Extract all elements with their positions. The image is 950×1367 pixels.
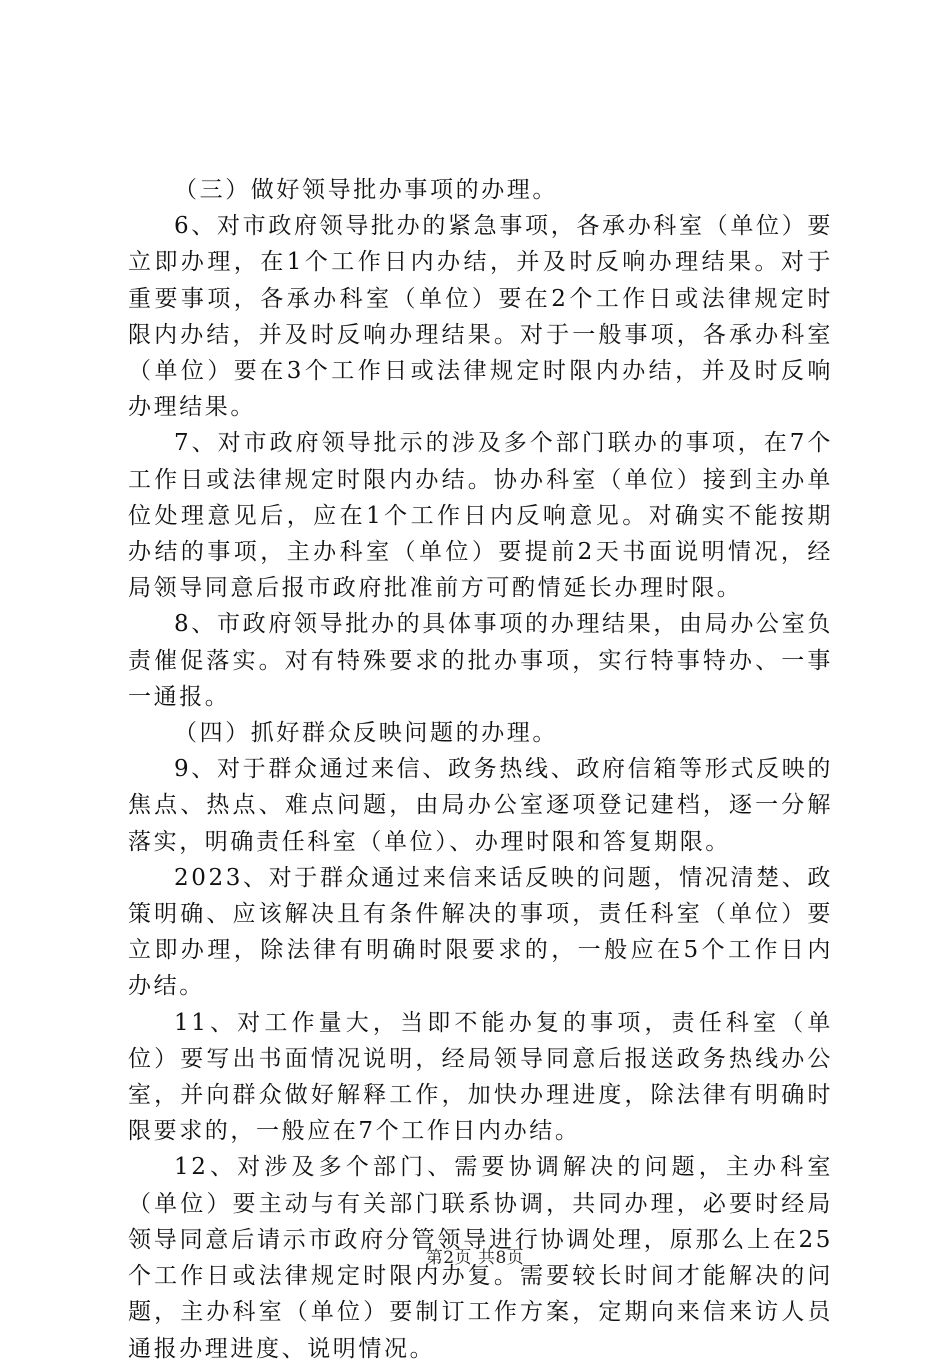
- paragraph-item-7: 7、对市政府领导批示的涉及多个部门联办的事项，在7个工作日或法律规定时限内办结。协办科室（单位）接到主办单位处理意见后，应在1个工作日内反响意见。对确实不能按期办结的事项，主办科室（单位）要提前2天书面说明情况，经局领导同意后报市政府批准前方可酌情延长办理时限。: [128, 430, 833, 602]
- paragraph-item-12: 12、对涉及多个部门、需要协调解决的问题，主办科室（单位）要主动与有关部门联系协调，共同办理，必要时经局领导同意后请示市政府分管领导进行协调处理，原那么上在25个工作日或法律规定时限内办复。需要较长时间才能解决的问题，主办科室（单位）要制订工作方案，定期向来信来访人员通报办理进度、说明情况。: [128, 1154, 833, 1362]
- paragraph-item-8: 8、市政府领导批办的具体事项的办理结果，由局办公室负责催促落实。对有特殊要求的批办事项，实行特事特办、一事一通报。: [128, 611, 833, 710]
- document-body: [128, 172, 833, 1367]
- section-heading-4: （四）抓好群众反映问题的办理。: [174, 720, 558, 747]
- paragraph-item-6: 6、对市政府领导批办的紧急事项，各承办科室（单位）要立即办理，在1个工作日内办结，并及时反响办理结果。对于重要事项，各承办科室（单位）要在2个工作日或法律规定时限内办结，并及时反响办理结果。对于一般事项，各承办科室（单位）要在3个工作日或法律规定时限内办结，并及时反响办理结果。: [128, 213, 833, 421]
- section-heading-3: （三）做好领导批办事项的办理。: [174, 177, 558, 203]
- paragraph-item-9: 9、对于群众通过来信、政务热线、政府信箱等形式反映的焦点、热点、难点问题，由局办公室逐项登记建档，逐一分解落实，明确责任科室（单位）、办理时限和答复期限。: [128, 756, 833, 855]
- paragraph-item-11: 11、对工作量大，当即不能办复的事项，责任科室（单位）要写出书面情况说明，经局领导同意后报送政务热线办公室，并向群众做好解释工作，加快办理进度，除法律有明确时限要求的，一般应在7个工作日内办结。: [128, 1009, 833, 1145]
- paragraph-item-10: 2023、对于群众通过来信来话反映的问题，情况清楚、政策明确、应该解决且有条件解决的事项，责任科室（单位）要立即办理，除法律有明确时限要求的，一般应在5个工作日内办结。: [128, 864, 833, 1000]
- page-number-footer: 第2页 共8页: [425, 1248, 525, 1268]
